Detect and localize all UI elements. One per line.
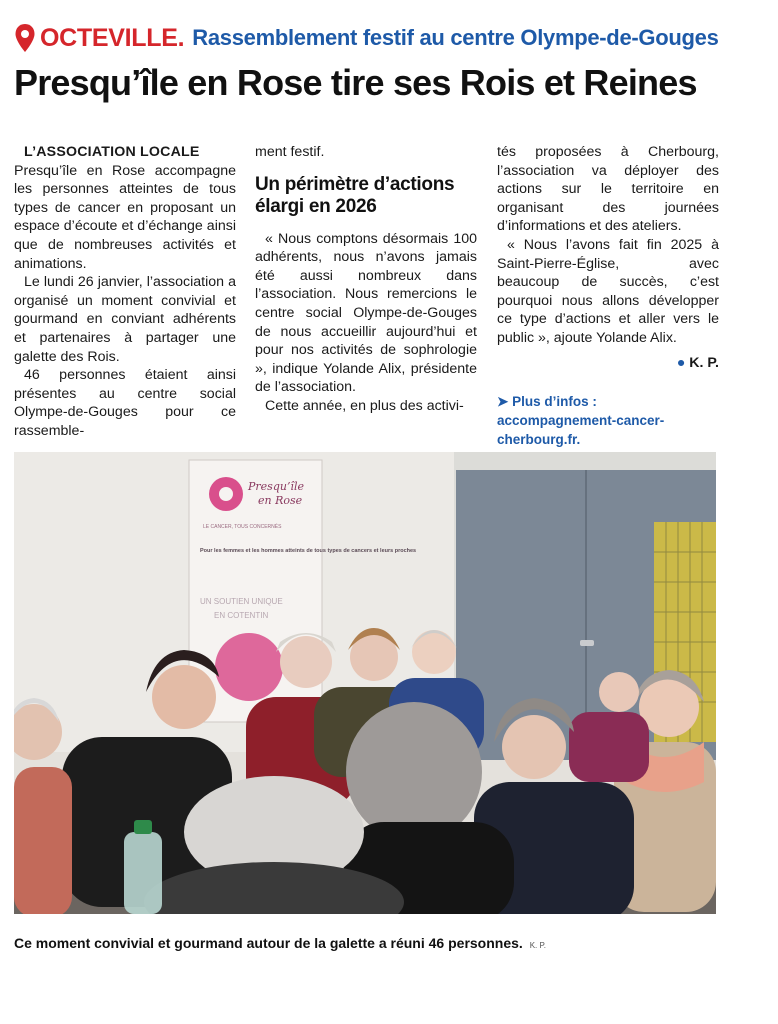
article-paragraph-3b: ment festif. xyxy=(255,144,325,160)
photo-illustration xyxy=(14,452,716,914)
article-paragraph-5b: tés proposées à Cherbourg, l’association va déployer des actions sur le territoire en organisant des journées d’informations et des ateliers. xyxy=(497,144,719,235)
article-paragraph-6: « Nous l’avons fait fin 2025 à Saint-Pierre-Église, avec beaucoup de succès, c’est pourquoi nous allons développer ce type d’actions et aller vers le public », ajoute Yolande Alix. xyxy=(497,236,719,346)
article-column-1 xyxy=(14,143,236,441)
banner-text: Pour les femmes et les hommes atteints de tous types de cancers et leurs proches xyxy=(200,548,417,554)
article-column-2 xyxy=(255,143,477,416)
water-bottle xyxy=(124,832,162,914)
banner-soutien-2: EN COTENTIN xyxy=(214,611,269,620)
banner-tagline: LE CANCER, TOUS CONCERNÉS xyxy=(203,524,282,530)
article-lead-in: L’ASSOCIATION LOCALE xyxy=(24,144,200,160)
photo-caption xyxy=(14,935,754,951)
article-paragraph-4: « Nous comptons désormais 100 adhérents, nous n’avons jamais été aussi nombreux dans l’association. Nous remercions le centre social Olympe-de-Gouges de nous accueillir aujourd’hui et pour nos activités de sophrologie », indique Yolande Alix, présidente de l’association. xyxy=(255,230,477,396)
kicker-location: OCTEVILLE. xyxy=(40,23,185,52)
banner-soutien-1: UN SOUTIEN UNIQUE xyxy=(200,597,283,606)
article-photo xyxy=(14,452,716,914)
article-paragraph-1: Presqu’île en Rose accompagne les personnes atteintes de tous types de cancer en proposant un espace d’écoute et d’échange ainsi que de nombreuses activités et animations. xyxy=(14,162,236,272)
caption-text: Ce moment convivial et gourmand autour de la galette a réuni 46 personnes. xyxy=(14,935,523,951)
bullet-dot-icon: ● xyxy=(676,354,686,371)
banner-name-line1: Presqu’île xyxy=(248,480,304,493)
article-paragraph-3a: 46 personnes étaient ainsi présentes au centre social Olympe-de-Gouges pour ce rassemble- xyxy=(14,367,236,439)
photo-credit: K. P. xyxy=(529,941,546,950)
article-kicker xyxy=(14,20,764,56)
location-pin-icon xyxy=(14,23,36,53)
article-signature xyxy=(497,354,719,373)
article-subheading: Un périmètre d’actions élargi en 2026 xyxy=(255,173,455,217)
arrow-right-icon: ➤ xyxy=(497,394,509,410)
banner-name-line2: en Rose xyxy=(258,494,303,507)
more-info-text: Plus d’infos : accompagnement-cancer-cherbourg.fr. xyxy=(497,394,665,448)
more-info-link[interactable] xyxy=(497,392,719,449)
article-column-3 xyxy=(497,143,719,449)
article-paragraph-2: Le lundi 26 janvier, l’association a organisé un moment convivial et gourmand en conviant adhérents et partenaires à partager une galette des Rois. xyxy=(14,274,236,365)
article-headline: Presqu’île en Rose tire ses Rois et Reines xyxy=(14,62,697,103)
signature-text: K. P. xyxy=(689,354,719,371)
kicker-subtitle: Rassemblement festif au centre Olympe-de-Gouges xyxy=(192,25,719,50)
article-paragraph-5a: Cette année, en plus des activi- xyxy=(265,397,464,414)
